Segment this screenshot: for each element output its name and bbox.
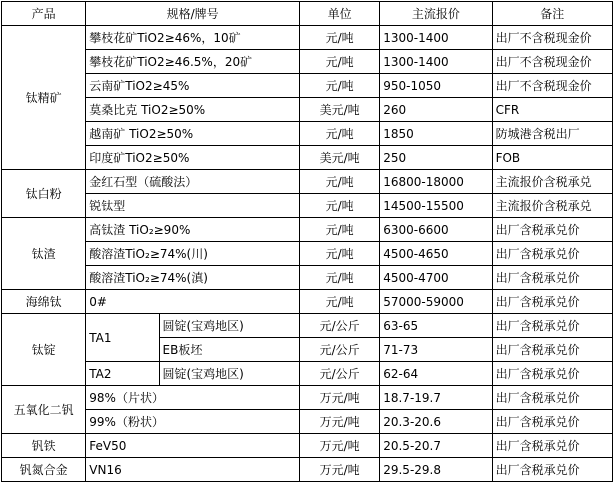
table-row (2, 194, 613, 218)
header-spec: 规格/牌号 (86, 2, 300, 26)
category-cell: 钛白粉 (2, 170, 86, 218)
table-row (2, 26, 613, 50)
unit-cell: 元/吨 (299, 194, 379, 218)
unit-cell: 元/公斤 (299, 362, 379, 386)
table-row (2, 146, 613, 170)
unit-cell: 万元/吨 (299, 434, 379, 458)
price-cell: 250 (380, 146, 492, 170)
table-row (2, 218, 613, 242)
spec-cell: 攀枝花矿TiO2≥46%，10矿 (86, 26, 300, 50)
note-cell: 出厂含税承兑价 (492, 290, 612, 314)
note-cell: 防城港含税出厂 (492, 122, 612, 146)
note-cell: 出厂含税承兑价 (492, 362, 612, 386)
price-cell: 16800-18000 (380, 170, 492, 194)
note-cell: 主流报价含税承兑 (492, 170, 612, 194)
spec-cell: 99%（粉状） (86, 410, 300, 434)
price-cell: 6300-6600 (380, 218, 492, 242)
category-cell: 钛精矿 (2, 26, 86, 170)
note-cell: 出厂含税承兑价 (492, 434, 612, 458)
unit-cell: 元/吨 (299, 122, 379, 146)
note-cell: 出厂不含税现金价 (492, 74, 612, 98)
table-row (2, 386, 613, 410)
category-cell: 钛渣 (2, 218, 86, 290)
price-table (1, 1, 613, 482)
spec-cell: 越南矿 TiO2≥50% (86, 122, 300, 146)
subspec-cell: EB板坯 (159, 338, 299, 362)
table-row (2, 98, 613, 122)
note-cell: FOB (492, 146, 612, 170)
price-cell: 4500-4650 (380, 242, 492, 266)
note-cell: 出厂含税承兑价 (492, 218, 612, 242)
price-cell: 4500-4700 (380, 266, 492, 290)
price-cell: 950-1050 (380, 74, 492, 98)
price-cell: 57000-59000 (380, 290, 492, 314)
price-cell: 18.7-19.7 (380, 386, 492, 410)
header-note: 备注 (492, 2, 612, 26)
unit-cell: 元/吨 (299, 50, 379, 74)
unit-cell: 元/吨 (299, 218, 379, 242)
unit-cell: 元/吨 (299, 242, 379, 266)
table-row (2, 266, 613, 290)
unit-cell: 万元/吨 (299, 410, 379, 434)
note-cell: CFR (492, 98, 612, 122)
header-product: 产品 (2, 2, 86, 26)
spec-cell: VN16 (86, 458, 300, 482)
unit-cell: 元/公斤 (299, 314, 379, 338)
table-row (2, 410, 613, 434)
subspec-cell: 圆锭(宝鸡地区) (159, 362, 299, 386)
spec-cell: 酸溶渣TiO₂≥74%(川) (86, 242, 300, 266)
price-cell: 20.5-20.7 (380, 434, 492, 458)
table-row (2, 290, 613, 314)
note-cell: 出厂含税承兑价 (492, 386, 612, 410)
category-cell: 钒铁 (2, 434, 86, 458)
price-cell: 20.3-20.6 (380, 410, 492, 434)
table-row (2, 314, 613, 338)
price-cell: 62-64 (380, 362, 492, 386)
price-cell: 71-73 (380, 338, 492, 362)
grade-cell: TA1 (86, 314, 159, 362)
unit-cell: 万元/吨 (299, 458, 379, 482)
note-cell: 出厂不含税现金价 (492, 50, 612, 74)
price-cell: 14500-15500 (380, 194, 492, 218)
note-cell: 出厂含税承兑价 (492, 314, 612, 338)
table-row (2, 242, 613, 266)
table-row (2, 170, 613, 194)
table-row (2, 122, 613, 146)
spec-cell: 云南矿TiO2≥45% (86, 74, 300, 98)
unit-cell: 元/吨 (299, 170, 379, 194)
price-cell: 260 (380, 98, 492, 122)
price-cell: 63-65 (380, 314, 492, 338)
note-cell: 主流报价含税承兑 (492, 194, 612, 218)
table-header-row (2, 2, 613, 26)
unit-cell: 美元/吨 (299, 98, 379, 122)
note-cell: 出厂含税承兑价 (492, 242, 612, 266)
table-row (2, 458, 613, 482)
price-cell: 1300-1400 (380, 26, 492, 50)
spec-cell: 98%（片状） (86, 386, 300, 410)
spec-cell: 高钛渣 TiO₂≥90% (86, 218, 300, 242)
spec-cell: 攀枝花矿TiO2≥46.5%，20矿 (86, 50, 300, 74)
header-unit: 单位 (299, 2, 379, 26)
price-cell: 1850 (380, 122, 492, 146)
header-price: 主流报价 (380, 2, 492, 26)
table-row (2, 434, 613, 458)
category-cell: 钛锭 (2, 314, 86, 386)
unit-cell: 元/吨 (299, 266, 379, 290)
spec-cell: 锐钛型 (86, 194, 300, 218)
spec-cell: 酸溶渣TiO₂≥74%(滇) (86, 266, 300, 290)
unit-cell: 元/公斤 (299, 338, 379, 362)
subspec-cell: 圆锭(宝鸡地区) (159, 314, 299, 338)
table-row (2, 74, 613, 98)
note-cell: 出厂含税承兑价 (492, 338, 612, 362)
unit-cell: 元/吨 (299, 26, 379, 50)
note-cell: 出厂含税承兑价 (492, 410, 612, 434)
table-row (2, 50, 613, 74)
unit-cell: 美元/吨 (299, 146, 379, 170)
spec-cell: FeV50 (86, 434, 300, 458)
spec-cell: 莫桑比克 TiO2≥50% (86, 98, 300, 122)
price-cell: 1300-1400 (380, 50, 492, 74)
category-cell: 海绵钛 (2, 290, 86, 314)
spec-cell: 金红石型（硫酸法） (86, 170, 300, 194)
category-cell: 五氧化二钒 (2, 386, 86, 434)
note-cell: 出厂含税承兑价 (492, 458, 612, 482)
unit-cell: 元/吨 (299, 74, 379, 98)
unit-cell: 万元/吨 (299, 386, 379, 410)
grade-cell: TA2 (86, 362, 159, 386)
note-cell: 出厂含税承兑价 (492, 266, 612, 290)
unit-cell: 元/吨 (299, 290, 379, 314)
spec-cell: 印度矿TiO2≥50% (86, 146, 300, 170)
table-row (2, 362, 613, 386)
note-cell: 出厂不含税现金价 (492, 26, 612, 50)
spec-cell: 0# (86, 290, 300, 314)
price-cell: 29.5-29.8 (380, 458, 492, 482)
category-cell: 钒氮合金 (2, 458, 86, 482)
